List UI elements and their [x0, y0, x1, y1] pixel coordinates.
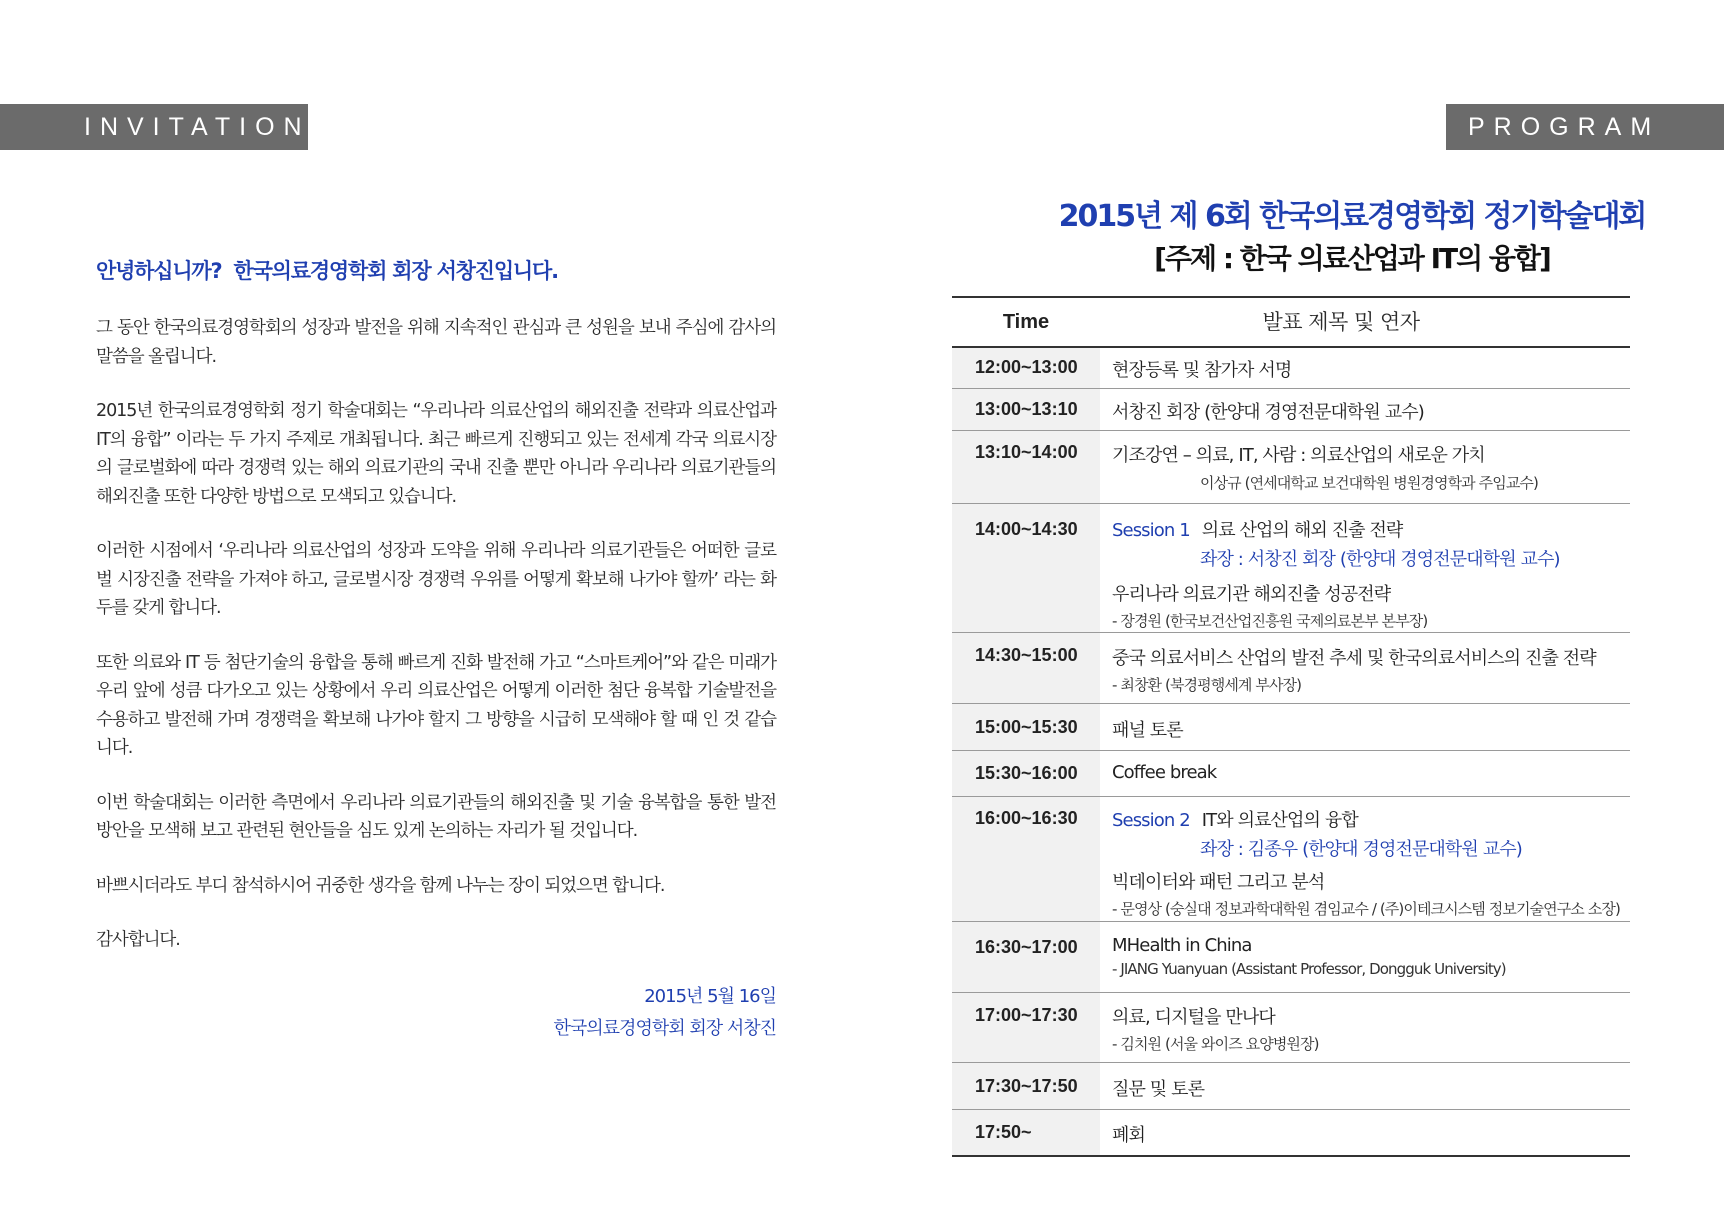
program-header: PROGRAM [1446, 104, 1724, 150]
program-row-title: 질문 및 토론 [1112, 1079, 1205, 1100]
letter-paragraph: 바쁘시더라도 부디 참석하시어 귀중한 생각을 함께 나누는 장이 되었으면 합니다. [96, 875, 665, 896]
session-chair: 좌장 : 서창진 회장 (한양대 경영전문대학원 교수) [1200, 549, 1560, 570]
program-subtitle: [주제 : 한국 의료산업과 IT의 융합] [1154, 242, 1550, 275]
program-row-title: 패널 토론 [1112, 720, 1183, 741]
letter-paragraph: 그 동안 한국의료경영학회의 성장과 발전을 위해 지속적인 관심과 큰 성원을 보내 주심에 감사의 말씀을 올립니다. [96, 318, 776, 367]
letter-date: 2015년 5월 16일 [644, 985, 776, 1007]
program-row-speaker: - 최창환 (북경평행세계 부사장) [1112, 676, 1302, 694]
greeting-introduction: 한국의료경영학회 회장 서창진입니다. [233, 259, 558, 283]
program-row-time: 17:50~ [952, 1110, 1100, 1155]
program-row-speaker: - 문영상 (숭실대 정보과학대학원 겸임교수 / (주)이테크시스템 정보기술연구소 소장) [1112, 900, 1620, 918]
program-row-speaker: - JIANG Yuanyuan (Assistant Professor, Dongguk University) [1112, 960, 1506, 978]
program-row-time: 13:10~14:00 [952, 431, 1100, 503]
program-row-title: 기조강연 – 의료, IT, 사람 : 의료산업의 새로운 가치 [1112, 445, 1485, 466]
program-row-time: 17:30~17:50 [952, 1063, 1100, 1109]
letter-paragraph: 이번 학술대회는 이러한 측면에서 우리나라 의료기관들의 해외진출 및 기술 융복합을 통한 발전방안을 모색해 보고 관련된 현안들을 심도 있게 논의하는 자리가 될 것입니다. [96, 792, 776, 841]
letter-paragraph: 또한 의료와 IT 등 첨단기술의 융합을 통해 빠르게 진화 발전해 가고 “스마트케어”와 같은 미래가 우리 앞에 성큼 다가오고 있는 상황에서 우리 의료산업은 어떻게 이러한 첨단 융복합 기술발전을 수용하고 발전해 가며 경쟁력을 확보해 나가야 할지 그 방향을 시급히 모색해야 할 때 인 것 같습니다. [96, 652, 776, 758]
program-row [952, 922, 1630, 993]
program-row-title: 중국 의료서비스 산업의 발전 추세 및 한국의료서비스의 진출 전략 [1112, 648, 1596, 669]
program-row [952, 704, 1630, 751]
letter-paragraph: 감사합니다. [96, 930, 180, 950]
program-row [952, 751, 1630, 797]
program-row-talk: 빅데이터와 패턴 그리고 분석 [1112, 872, 1325, 893]
session-chair: 좌장 : 김종우 (한양대 경영전문대학원 교수) [1200, 839, 1522, 860]
program-row-speaker: 이상규 (연세대학교 보건대학원 병원경영학과 주임교수) [1200, 474, 1538, 492]
program-row-time: 16:00~16:30 [952, 797, 1100, 921]
program-row-time: 14:00~14:30 [952, 504, 1100, 632]
program-row-title: MHealth in China [1112, 935, 1252, 956]
program-row-time: 15:30~16:00 [952, 751, 1100, 796]
program-row [952, 431, 1630, 504]
session-title: 의료 산업의 해외 진출 전략 [1201, 520, 1403, 541]
program-row-time: 15:00~15:30 [952, 704, 1100, 750]
program-row-time: 13:00~13:10 [952, 389, 1100, 430]
greeting-hello: 안녕하십니까? [96, 259, 222, 283]
program-row-time: 14:30~15:00 [952, 633, 1100, 703]
program-table [952, 296, 1630, 1157]
letter-signer: 한국의료경영학회 회장 서창진 [553, 1017, 776, 1039]
program-row-title: 현장등록 및 참가자 서명 [1112, 360, 1292, 381]
program-title-block [952, 197, 1724, 281]
session-label: Session 1 [1112, 520, 1190, 541]
letter-paragraph: 이러한 시점에서 ‘우리나라 의료산업의 성장과 도약을 위해 우리나라 의료기관들은 어떠한 글로벌 시장진출 전략을 가져야 하고, 글로벌시장 경쟁력 우위를 어떻게 확보해 나가야 할까’ 라는 화두를 갖게 합니다. [96, 541, 776, 618]
program-row [952, 993, 1630, 1063]
program-row [952, 1110, 1630, 1155]
program-row-speaker: - 장경원 (한국보건산업진흥원 국제의료본부 본부장) [1112, 612, 1428, 630]
letter-signature [96, 981, 776, 1045]
letter-paragraph: 2015년 한국의료경영학회 정기 학술대회는 “우리나라 의료산업의 해외진출 전략과 의료산업과 IT의 융합” 이라는 두 가지 주제로 개최됩니다. 최근 빠르게 진행되고 있는 전세계 각국 의료시장의 글로벌화에 따라 경쟁력 있는 해외 의료기관의 국내 진출 뿐만 아니라 우리나라 의료기관들의 해외진출 또한 다양한 방법으로 모색되고 있습니다. [96, 401, 776, 507]
program-row-talk: 우리나라 의료기관 해외진출 성공전략 [1112, 584, 1391, 605]
content-column-header: 발표 제목 및 연자 [1262, 310, 1420, 334]
program-title: 2015년 제 6회 한국의료경영학회 정기학술대회 [1058, 199, 1646, 234]
program-row-session [952, 504, 1630, 633]
invitation-letter [96, 255, 776, 1045]
program-row-time: 12:00~13:00 [952, 348, 1100, 388]
program-row-time: 16:30~17:00 [952, 922, 1100, 992]
program-row-time: 17:00~17:30 [952, 993, 1100, 1062]
program-row [952, 1063, 1630, 1110]
program-row-title: 의료, 디지털을 만나다 [1112, 1007, 1275, 1028]
program-table-header [952, 298, 1630, 348]
program-row [952, 633, 1630, 704]
program-row-speaker: - 김치원 (서울 와이즈 요양병원장) [1112, 1035, 1319, 1053]
time-column-header: Time [952, 298, 1100, 346]
session-title: IT와 의료산업의 융합 [1201, 810, 1358, 831]
program-row-title: Coffee break [1112, 762, 1217, 783]
program-row-session [952, 797, 1630, 922]
program-row [952, 389, 1630, 431]
session-label: Session 2 [1112, 810, 1190, 831]
letter-greeting [96, 255, 776, 285]
program-row-title: 서창진 회장 (한양대 경영전문대학원 교수) [1112, 402, 1424, 423]
invitation-header: INVITATION [0, 104, 308, 150]
program-row [952, 348, 1630, 389]
program-row-title: 폐회 [1112, 1125, 1145, 1146]
